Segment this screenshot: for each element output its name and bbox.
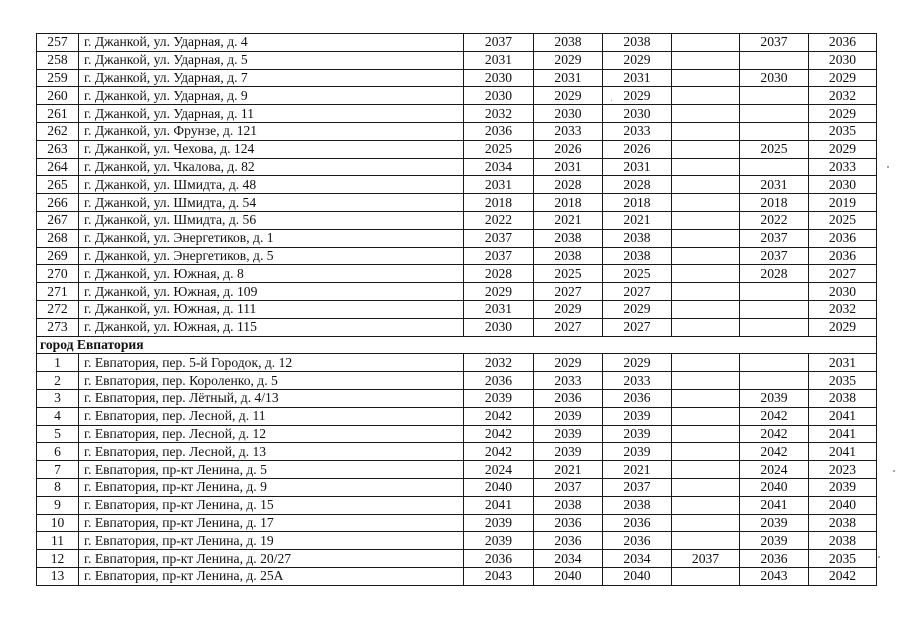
year-cell: 2036	[464, 550, 534, 568]
year-cell: 2035	[809, 122, 877, 140]
row-number: 258	[37, 51, 79, 69]
row-number: 260	[37, 87, 79, 105]
table-row	[37, 514, 877, 532]
year-cell	[740, 122, 809, 140]
address-cell: г. Евпатория, пер. Лесной, д. 11	[79, 407, 464, 425]
year-cell: 2037	[464, 229, 534, 247]
year-cell: 2019	[809, 194, 877, 212]
table-row	[37, 461, 877, 479]
year-cell: 2039	[740, 389, 809, 407]
year-cell: 2030	[464, 87, 534, 105]
year-cell: 2033	[534, 122, 603, 140]
row-number: 272	[37, 300, 79, 318]
year-cell	[672, 461, 740, 479]
year-cell: 2034	[534, 550, 603, 568]
year-cell: 2036	[534, 514, 603, 532]
year-cell: 2029	[603, 51, 672, 69]
year-cell	[672, 158, 740, 176]
year-cell: 2021	[603, 461, 672, 479]
row-number: 269	[37, 247, 79, 265]
year-cell: 2038	[534, 34, 603, 52]
year-cell: 2039	[603, 425, 672, 443]
table-row	[37, 425, 877, 443]
table-row	[37, 389, 877, 407]
row-number: 257	[37, 34, 79, 52]
year-cell: 2027	[603, 318, 672, 336]
row-number: 5	[37, 425, 79, 443]
year-cell: 2022	[740, 211, 809, 229]
year-cell: 2035	[809, 550, 877, 568]
row-number: 266	[37, 194, 79, 212]
year-cell: 2036	[603, 514, 672, 532]
year-cell: 2027	[534, 318, 603, 336]
year-cell	[672, 318, 740, 336]
year-cell: 2023	[809, 461, 877, 479]
year-cell	[672, 283, 740, 301]
row-number: 12	[37, 550, 79, 568]
year-cell	[672, 194, 740, 212]
year-cell: 2041	[464, 496, 534, 514]
year-cell: 2034	[603, 550, 672, 568]
year-cell	[672, 247, 740, 265]
year-cell: 2039	[534, 425, 603, 443]
year-cell: 2041	[740, 496, 809, 514]
row-number: 9	[37, 496, 79, 514]
row-number: 263	[37, 140, 79, 158]
year-cell: 2038	[603, 247, 672, 265]
document-page	[36, 33, 877, 586]
scan-speck	[878, 556, 880, 558]
year-cell: 2031	[740, 176, 809, 194]
year-cell	[672, 229, 740, 247]
year-cell: 2032	[809, 300, 877, 318]
year-cell: 2039	[464, 389, 534, 407]
address-cell: г. Евпатория, пр-кт Ленина, д. 15	[79, 496, 464, 514]
year-cell: 2038	[534, 229, 603, 247]
year-cell: 2036	[603, 532, 672, 550]
year-cell: 2029	[534, 51, 603, 69]
year-cell: 2036	[809, 229, 877, 247]
year-cell: 2029	[603, 300, 672, 318]
year-cell	[672, 51, 740, 69]
year-cell: 2033	[534, 372, 603, 390]
year-cell: 2039	[809, 478, 877, 496]
address-cell: г. Джанкой, ул. Южная, д. 111	[79, 300, 464, 318]
year-cell	[672, 211, 740, 229]
year-cell: 2039	[740, 514, 809, 532]
year-cell: 2042	[740, 425, 809, 443]
address-cell: г. Евпатория, пр-кт Ленина, д. 19	[79, 532, 464, 550]
year-cell: 2038	[809, 532, 877, 550]
year-cell: 2031	[603, 158, 672, 176]
scan-speck	[887, 166, 889, 168]
year-cell: 2036	[464, 372, 534, 390]
year-cell: 2036	[809, 247, 877, 265]
year-cell	[672, 425, 740, 443]
year-cell	[740, 105, 809, 123]
year-cell	[740, 354, 809, 372]
year-cell: 2025	[740, 140, 809, 158]
address-cell: г. Джанкой, ул. Ударная, д. 7	[79, 69, 464, 87]
year-cell: 2018	[740, 194, 809, 212]
year-cell: 2031	[534, 158, 603, 176]
year-cell: 2038	[603, 496, 672, 514]
year-cell: 2026	[534, 140, 603, 158]
address-cell: г. Джанкой, ул. Ударная, д. 9	[79, 87, 464, 105]
year-cell: 2018	[464, 194, 534, 212]
year-cell: 2025	[534, 265, 603, 283]
scan-speck	[893, 470, 895, 472]
year-cell: 2042	[740, 443, 809, 461]
year-cell: 2031	[534, 69, 603, 87]
address-cell: г. Джанкой, ул. Ударная, д. 11	[79, 105, 464, 123]
year-cell: 2039	[740, 532, 809, 550]
year-cell: 2028	[534, 176, 603, 194]
year-cell: 2024	[740, 461, 809, 479]
year-cell: 2021	[534, 461, 603, 479]
table-body-evpatoria	[37, 354, 877, 585]
year-cell: 2040	[809, 496, 877, 514]
year-cell: 2029	[603, 354, 672, 372]
year-cell: 2028	[464, 265, 534, 283]
year-cell: 2038	[809, 514, 877, 532]
row-number: 261	[37, 105, 79, 123]
year-cell: 2029	[809, 140, 877, 158]
year-cell	[672, 443, 740, 461]
table-row	[37, 372, 877, 390]
year-cell: 2026	[603, 140, 672, 158]
year-cell: 2027	[809, 265, 877, 283]
year-cell: 2031	[464, 176, 534, 194]
year-cell: 2028	[603, 176, 672, 194]
table-row	[37, 34, 877, 52]
year-cell: 2042	[464, 407, 534, 425]
row-number: 13	[37, 567, 79, 585]
table-row	[37, 51, 877, 69]
row-number: 268	[37, 229, 79, 247]
row-number: 11	[37, 532, 79, 550]
year-cell: 2029	[464, 283, 534, 301]
year-cell: 2030	[809, 283, 877, 301]
address-cell: г. Евпатория, пер. Короленко, д. 5	[79, 372, 464, 390]
table-row	[37, 567, 877, 585]
year-cell: 2037	[740, 247, 809, 265]
year-cell: 2039	[603, 407, 672, 425]
row-number: 259	[37, 69, 79, 87]
address-cell: г. Евпатория, пер. Лесной, д. 13	[79, 443, 464, 461]
year-cell: 2018	[534, 194, 603, 212]
year-cell: 2042	[464, 425, 534, 443]
table-row	[37, 229, 877, 247]
table-section-evpatoria	[37, 336, 877, 354]
scan-speck	[611, 100, 612, 101]
table-row	[37, 532, 877, 550]
address-cell: г. Джанкой, ул. Шмидта, д. 54	[79, 194, 464, 212]
section-title: город Евпатория	[37, 336, 877, 354]
year-cell	[740, 51, 809, 69]
year-cell	[672, 122, 740, 140]
year-cell	[740, 158, 809, 176]
address-cell: г. Джанкой, ул. Чехова, д. 124	[79, 140, 464, 158]
year-cell: 2041	[809, 407, 877, 425]
address-cell: г. Джанкой, ул. Южная, д. 109	[79, 283, 464, 301]
year-cell: 2039	[603, 443, 672, 461]
year-cell: 2029	[534, 300, 603, 318]
year-cell: 2029	[809, 318, 877, 336]
year-cell: 2043	[464, 567, 534, 585]
year-cell: 2036	[809, 34, 877, 52]
row-number: 10	[37, 514, 79, 532]
table-row	[37, 105, 877, 123]
year-cell: 2024	[464, 461, 534, 479]
year-cell: 2042	[464, 443, 534, 461]
address-cell: г. Джанкой, ул. Южная, д. 8	[79, 265, 464, 283]
year-cell: 2030	[809, 51, 877, 69]
year-cell: 2025	[809, 211, 877, 229]
year-cell	[672, 514, 740, 532]
year-cell: 2029	[809, 69, 877, 87]
address-cell: г. Джанкой, ул. Ударная, д. 4	[79, 34, 464, 52]
year-cell: 2037	[740, 34, 809, 52]
row-number: 265	[37, 176, 79, 194]
year-cell	[672, 354, 740, 372]
year-cell: 2038	[809, 389, 877, 407]
year-cell: 2030	[809, 176, 877, 194]
year-cell	[672, 478, 740, 496]
year-cell: 2042	[740, 407, 809, 425]
year-cell: 2036	[603, 389, 672, 407]
row-number: 1	[37, 354, 79, 372]
year-cell: 2032	[464, 354, 534, 372]
address-cell: г. Евпатория, пр-кт Ленина, д. 9	[79, 478, 464, 496]
table-row	[37, 158, 877, 176]
year-cell: 2036	[534, 532, 603, 550]
year-cell: 2039	[464, 532, 534, 550]
address-cell: г. Джанкой, ул. Энергетиков, д. 5	[79, 247, 464, 265]
year-cell: 2021	[603, 211, 672, 229]
year-cell	[672, 300, 740, 318]
year-cell: 2037	[464, 34, 534, 52]
year-cell: 2022	[464, 211, 534, 229]
table-row	[37, 550, 877, 568]
year-cell: 2027	[534, 283, 603, 301]
year-cell: 2018	[603, 194, 672, 212]
year-cell: 2037	[740, 229, 809, 247]
year-cell: 2040	[464, 478, 534, 496]
row-number: 264	[37, 158, 79, 176]
address-cell: г. Евпатория, пр-кт Ленина, д. 5	[79, 461, 464, 479]
year-cell: 2037	[672, 550, 740, 568]
year-cell: 2037	[464, 247, 534, 265]
year-cell: 2036	[534, 389, 603, 407]
year-cell	[740, 372, 809, 390]
year-cell: 2031	[464, 300, 534, 318]
table-row	[37, 300, 877, 318]
table-row	[37, 318, 877, 336]
year-cell	[672, 407, 740, 425]
year-cell: 2037	[534, 478, 603, 496]
year-cell: 2028	[740, 265, 809, 283]
year-cell: 2030	[464, 69, 534, 87]
table-body-dzhankoy	[37, 34, 877, 337]
housing-schedule-table	[36, 33, 877, 586]
row-number: 270	[37, 265, 79, 283]
row-number: 262	[37, 122, 79, 140]
year-cell: 2038	[603, 34, 672, 52]
year-cell: 2032	[809, 87, 877, 105]
table-row	[37, 140, 877, 158]
year-cell: 2042	[809, 567, 877, 585]
year-cell: 2039	[464, 514, 534, 532]
year-cell: 2029	[603, 87, 672, 105]
year-cell	[672, 105, 740, 123]
table-row	[37, 247, 877, 265]
address-cell: г. Джанкой, ул. Южная, д. 115	[79, 318, 464, 336]
table-row	[37, 122, 877, 140]
table-row	[37, 283, 877, 301]
table-row	[37, 211, 877, 229]
year-cell	[740, 87, 809, 105]
year-cell: 2032	[464, 105, 534, 123]
year-cell: 2035	[809, 372, 877, 390]
year-cell: 2031	[809, 354, 877, 372]
year-cell: 2030	[740, 69, 809, 87]
year-cell: 2025	[603, 265, 672, 283]
section-header-row	[37, 336, 877, 354]
year-cell: 2030	[534, 105, 603, 123]
year-cell: 2037	[603, 478, 672, 496]
year-cell: 2034	[464, 158, 534, 176]
year-cell: 2031	[464, 51, 534, 69]
year-cell	[740, 283, 809, 301]
address-cell: г. Евпатория, пер. 5-й Городок, д. 12	[79, 354, 464, 372]
year-cell: 2029	[534, 354, 603, 372]
year-cell	[672, 176, 740, 194]
row-number: 2	[37, 372, 79, 390]
year-cell: 2040	[740, 478, 809, 496]
address-cell: г. Евпатория, пр-кт Ленина, д. 20/27	[79, 550, 464, 568]
address-cell: г. Евпатория, пер. Лесной, д. 12	[79, 425, 464, 443]
year-cell: 2036	[740, 550, 809, 568]
table-row	[37, 354, 877, 372]
year-cell	[672, 140, 740, 158]
address-cell: г. Джанкой, ул. Шмидта, д. 48	[79, 176, 464, 194]
address-cell: г. Джанкой, ул. Фрунзе, д. 121	[79, 122, 464, 140]
table-row	[37, 265, 877, 283]
table-row	[37, 69, 877, 87]
row-number: 6	[37, 443, 79, 461]
row-number: 7	[37, 461, 79, 479]
table-row	[37, 443, 877, 461]
year-cell: 2025	[464, 140, 534, 158]
row-number: 271	[37, 283, 79, 301]
year-cell: 2038	[534, 496, 603, 514]
year-cell: 2030	[603, 105, 672, 123]
year-cell: 2033	[809, 158, 877, 176]
address-cell: г. Джанкой, ул. Ударная, д. 5	[79, 51, 464, 69]
year-cell	[672, 34, 740, 52]
year-cell: 2041	[809, 425, 877, 443]
year-cell	[672, 265, 740, 283]
year-cell: 2029	[534, 87, 603, 105]
table-row	[37, 496, 877, 514]
row-number: 273	[37, 318, 79, 336]
address-cell: г. Евпатория, пер. Лётный, д. 4/13	[79, 389, 464, 407]
year-cell: 2033	[603, 122, 672, 140]
year-cell: 2039	[534, 443, 603, 461]
address-cell: г. Джанкой, ул. Энергетиков, д. 1	[79, 229, 464, 247]
table-row	[37, 176, 877, 194]
year-cell	[672, 567, 740, 585]
address-cell: г. Евпатория, пр-кт Ленина, д. 25А	[79, 567, 464, 585]
year-cell: 2041	[809, 443, 877, 461]
year-cell	[672, 532, 740, 550]
year-cell	[672, 372, 740, 390]
table-row	[37, 478, 877, 496]
year-cell	[672, 389, 740, 407]
year-cell	[672, 87, 740, 105]
year-cell: 2039	[534, 407, 603, 425]
table-row	[37, 87, 877, 105]
year-cell: 2021	[534, 211, 603, 229]
year-cell: 2030	[464, 318, 534, 336]
table-row	[37, 194, 877, 212]
address-cell: г. Джанкой, ул. Шмидта, д. 56	[79, 211, 464, 229]
year-cell: 2038	[534, 247, 603, 265]
year-cell: 2040	[534, 567, 603, 585]
year-cell: 2033	[603, 372, 672, 390]
row-number: 8	[37, 478, 79, 496]
year-cell	[672, 69, 740, 87]
year-cell: 2027	[603, 283, 672, 301]
row-number: 267	[37, 211, 79, 229]
address-cell: г. Джанкой, ул. Чкалова, д. 82	[79, 158, 464, 176]
year-cell	[672, 496, 740, 514]
year-cell: 2029	[809, 105, 877, 123]
row-number: 3	[37, 389, 79, 407]
year-cell	[740, 318, 809, 336]
year-cell: 2038	[603, 229, 672, 247]
table-row	[37, 407, 877, 425]
year-cell: 2043	[740, 567, 809, 585]
year-cell: 2040	[603, 567, 672, 585]
year-cell: 2036	[464, 122, 534, 140]
address-cell: г. Евпатория, пр-кт Ленина, д. 17	[79, 514, 464, 532]
year-cell	[740, 300, 809, 318]
row-number: 4	[37, 407, 79, 425]
year-cell: 2031	[603, 69, 672, 87]
